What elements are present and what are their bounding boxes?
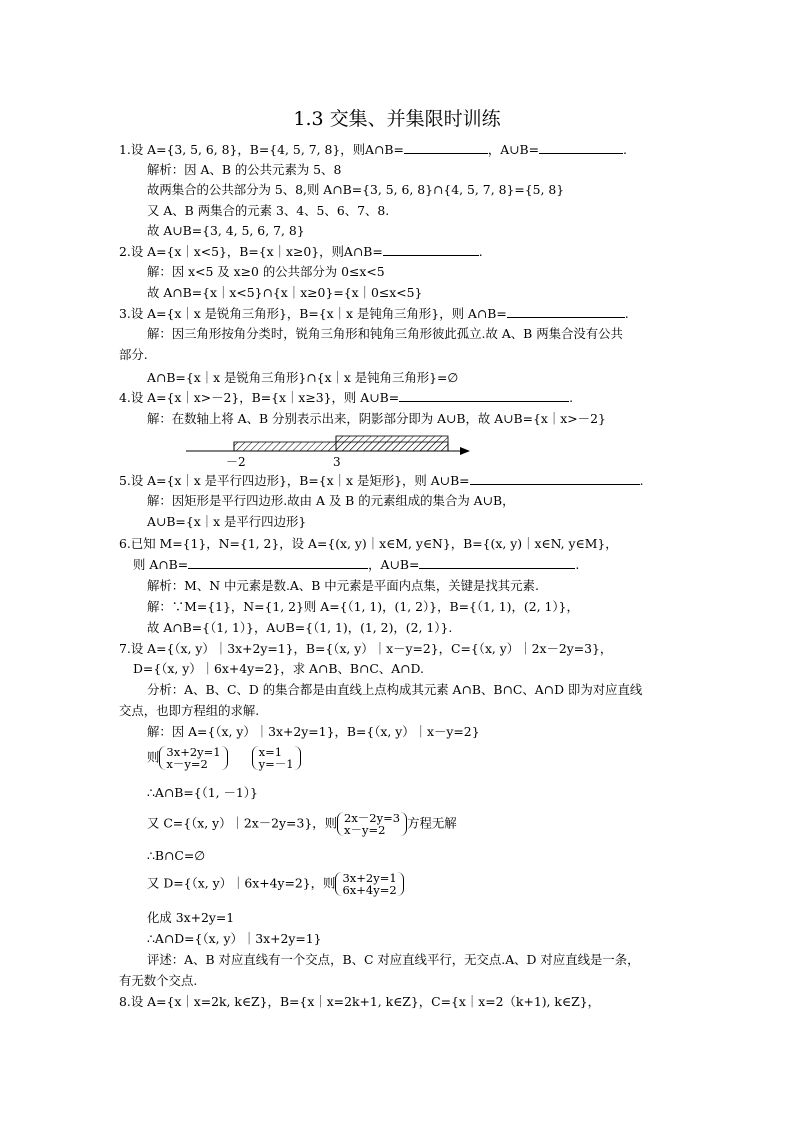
problem-4-text: 4.设 A={x｜x>－2}，B={x｜x≥3}，则 A∪B= bbox=[119, 390, 400, 405]
system-d-prefix: 又 D={（x, y）｜6x+4y=2}，则 bbox=[147, 875, 336, 891]
problem-4-solution-1: 解：在数轴上将 A、B 分别表示出来，阴影部分即为 A∪B，故 A∪B={x｜x>－2} bbox=[147, 411, 606, 426]
problem-6-solution-3: 故 A∩B={（1, 1）}，A∪B={（1, 1)，(1, 2)，(2, 1）}. bbox=[147, 620, 453, 635]
problem-1-solution-4: 故 A∪B={3, 4, 5, 6, 7, 8} bbox=[147, 223, 305, 238]
problem-5-end: . bbox=[639, 473, 644, 488]
set-b-shading bbox=[336, 436, 448, 451]
problem-7-solution-5: ∴A∩D={（x, y）｜3x+2y=1} bbox=[147, 931, 322, 946]
problem-6-solution-1: 解析：M、N 中元素是数.A、B 中元素是平面内点集，关键是找其元素. bbox=[147, 578, 539, 593]
equation-system-c bbox=[337, 812, 407, 836]
axis-arrow-icon bbox=[460, 447, 470, 455]
problem-6-text: 则 A∩B= bbox=[133, 557, 189, 572]
problem-7-analysis-2: 交点，也即方程组的求解. bbox=[119, 703, 260, 718]
eq-d-2: 6x+4y=2 bbox=[342, 883, 397, 897]
problem-6-question-2 bbox=[133, 556, 579, 574]
eq-d-1: 3x+2y=1 bbox=[342, 871, 397, 885]
problem-5-blank bbox=[470, 472, 640, 485]
problem-4-question bbox=[119, 389, 573, 407]
system-prefix: 则 bbox=[147, 749, 160, 765]
problem-7-solution-3: ∴B∩C=∅ bbox=[147, 848, 206, 863]
system-c-prefix: 又 C={（x, y）｜2x－2y=3}，则 bbox=[147, 815, 337, 831]
axis-label-minus-2: －2 bbox=[226, 455, 246, 469]
problem-1-blank-1 bbox=[404, 141, 488, 154]
problem-3-blank bbox=[507, 305, 625, 318]
axis-label-3: 3 bbox=[333, 455, 341, 469]
problem-2-end: . bbox=[478, 244, 483, 259]
problem-6-blank-2 bbox=[419, 556, 575, 569]
problem-2-solution-2: 故 A∩B={x｜x<5}∩{x｜x≥0}={x｜0≤x<5} bbox=[147, 285, 423, 300]
problem-3-solution-1: 解：因三角形按角分类时，锐角三角形和钝角三角形彼此孤立.故 A、B 两集合没有公共 bbox=[147, 326, 623, 341]
problem-6-end: . bbox=[575, 557, 580, 572]
problem-1-solution-3: 又 A、B 两集合的元素 3、4、5、6、7、8. bbox=[147, 203, 390, 218]
eq-c-2: x－y=2 bbox=[344, 823, 386, 837]
problem-7-solution-2: ∴A∩B={（1, －1）} bbox=[147, 785, 258, 800]
eq-a-2: x－y=2 bbox=[166, 757, 208, 771]
system-c-note: 方程无解 bbox=[407, 815, 457, 831]
problem-1-question bbox=[119, 141, 627, 159]
equation-system-d bbox=[335, 872, 403, 896]
problem-3-question bbox=[119, 305, 629, 323]
eq-c-1: 2x－2y=3 bbox=[344, 811, 401, 825]
problem-7-analysis-1: 分析：A、B、C、D 的集合都是由直线上点构成其元素 A∩B、B∩C、A∩D 即为对应直线 bbox=[147, 682, 643, 697]
problem-1-solution-2: 故两集合的公共部分为 5、8,则 A∩B={3, 5, 6, 8}∩{4, 5, 7, 8}={5, 8} bbox=[147, 182, 565, 197]
problem-4-blank bbox=[399, 389, 569, 402]
page-title: 1.3 交集、并集限时训练 bbox=[293, 108, 501, 130]
problem-5-solution-1: 解：因矩形是平行四边形.故由 A 及 B 的元素组成的集合为 A∪B， bbox=[147, 493, 515, 508]
problem-6-text-2: ，A∪B= bbox=[368, 557, 420, 572]
problem-5-question bbox=[119, 472, 644, 490]
eq-sol-1: x=1 bbox=[258, 745, 283, 759]
problem-7-system-d bbox=[147, 872, 404, 896]
problem-7-comment-2: 有无数个交点. bbox=[119, 973, 198, 988]
problem-7-system-c bbox=[147, 812, 457, 836]
problem-2-blank bbox=[383, 243, 479, 256]
problem-3-end: . bbox=[624, 306, 629, 321]
problem-1-blank-2 bbox=[539, 141, 623, 154]
problem-1-text-2: ，A∪B= bbox=[487, 142, 540, 157]
problem-2-text: 2.设 A={x｜x<5}，B={x｜x≥0}，则A∩B= bbox=[119, 244, 383, 259]
problem-1-solution-1: 解析：因 A、B 的公共元素为 5、8 bbox=[147, 162, 342, 177]
problem-8-question: 8.设 A={x｜x=2k, k∈Z}，B={x｜x=2k+1, k∈Z}，C={x｜x=2（k+1), k∈Z}， bbox=[119, 994, 600, 1009]
problem-6-question-1: 6.已知 M={1}，N={1, 2}，设 A={(x, y)｜x∈M, y∈N}，B={(x, y)｜x∈N, y∈M}， bbox=[119, 536, 618, 551]
problem-2-question bbox=[119, 243, 483, 261]
problem-4-end: . bbox=[569, 390, 574, 405]
problem-6-solution-2: 解：∵M={1}，N={1, 2}则 A={（1, 1)，(1, 2）}，B={（1, 1)，(2, 1）}， bbox=[147, 599, 579, 614]
problem-3-text: 3.设 A={x｜x 是锐角三角形}，B={x｜x 是钝角三角形}，则 A∩B= bbox=[119, 306, 507, 321]
problem-7-comment-1: 评述：A、B 对应直线有一个交点，B、C 对应直线平行，无交点.A、D 对应直线是一条， bbox=[147, 952, 640, 967]
problem-1-end: . bbox=[623, 142, 627, 157]
equation-system-a bbox=[159, 746, 227, 770]
problem-5-solution-2: A∪B={x｜x 是平行四边形} bbox=[147, 514, 307, 529]
problem-7-question-2: D={（x, y）｜6x+4y=2}，求 A∩B、B∩C、A∩D. bbox=[133, 661, 424, 676]
problem-7-system-ab bbox=[147, 746, 301, 770]
problem-5-text: 5.设 A={x｜x 是平行四边形}，B={x｜x 是矩形}，则 A∪B= bbox=[119, 473, 470, 488]
problem-6-blank-1 bbox=[188, 556, 368, 569]
problem-7-question-1: 7.设 A={（x, y）｜3x+2y=1}，B={（x, y）｜x－y=2}，C={（x, y）｜2x－2y=3}， bbox=[119, 641, 613, 656]
problem-7-solution-4: 化成 3x+2y=1 bbox=[147, 910, 235, 925]
problem-3-solution-2: 部分. bbox=[119, 347, 148, 362]
problem-3-solution-3: A∩B={x｜x 是锐角三角形}∩{x｜x 是钝角三角形}=∅ bbox=[147, 370, 459, 385]
problem-2-solution-1: 解：因 x<5 及 x≥0 的公共部分为 0≤x<5 bbox=[147, 264, 385, 279]
eq-a-1: 3x+2y=1 bbox=[166, 745, 221, 759]
eq-sol-2: y=－1 bbox=[258, 757, 294, 771]
number-line-diagram bbox=[186, 430, 486, 470]
problem-7-solution-1: 解：因 A={（x, y）｜3x+2y=1}，B={（x, y）｜x－y=2} bbox=[147, 724, 480, 739]
problem-1-text: 1.设 A={3, 5, 6, 8}，B={4, 5, 7, 8}，则A∩B= bbox=[119, 142, 404, 157]
equation-system-solution bbox=[252, 746, 301, 770]
